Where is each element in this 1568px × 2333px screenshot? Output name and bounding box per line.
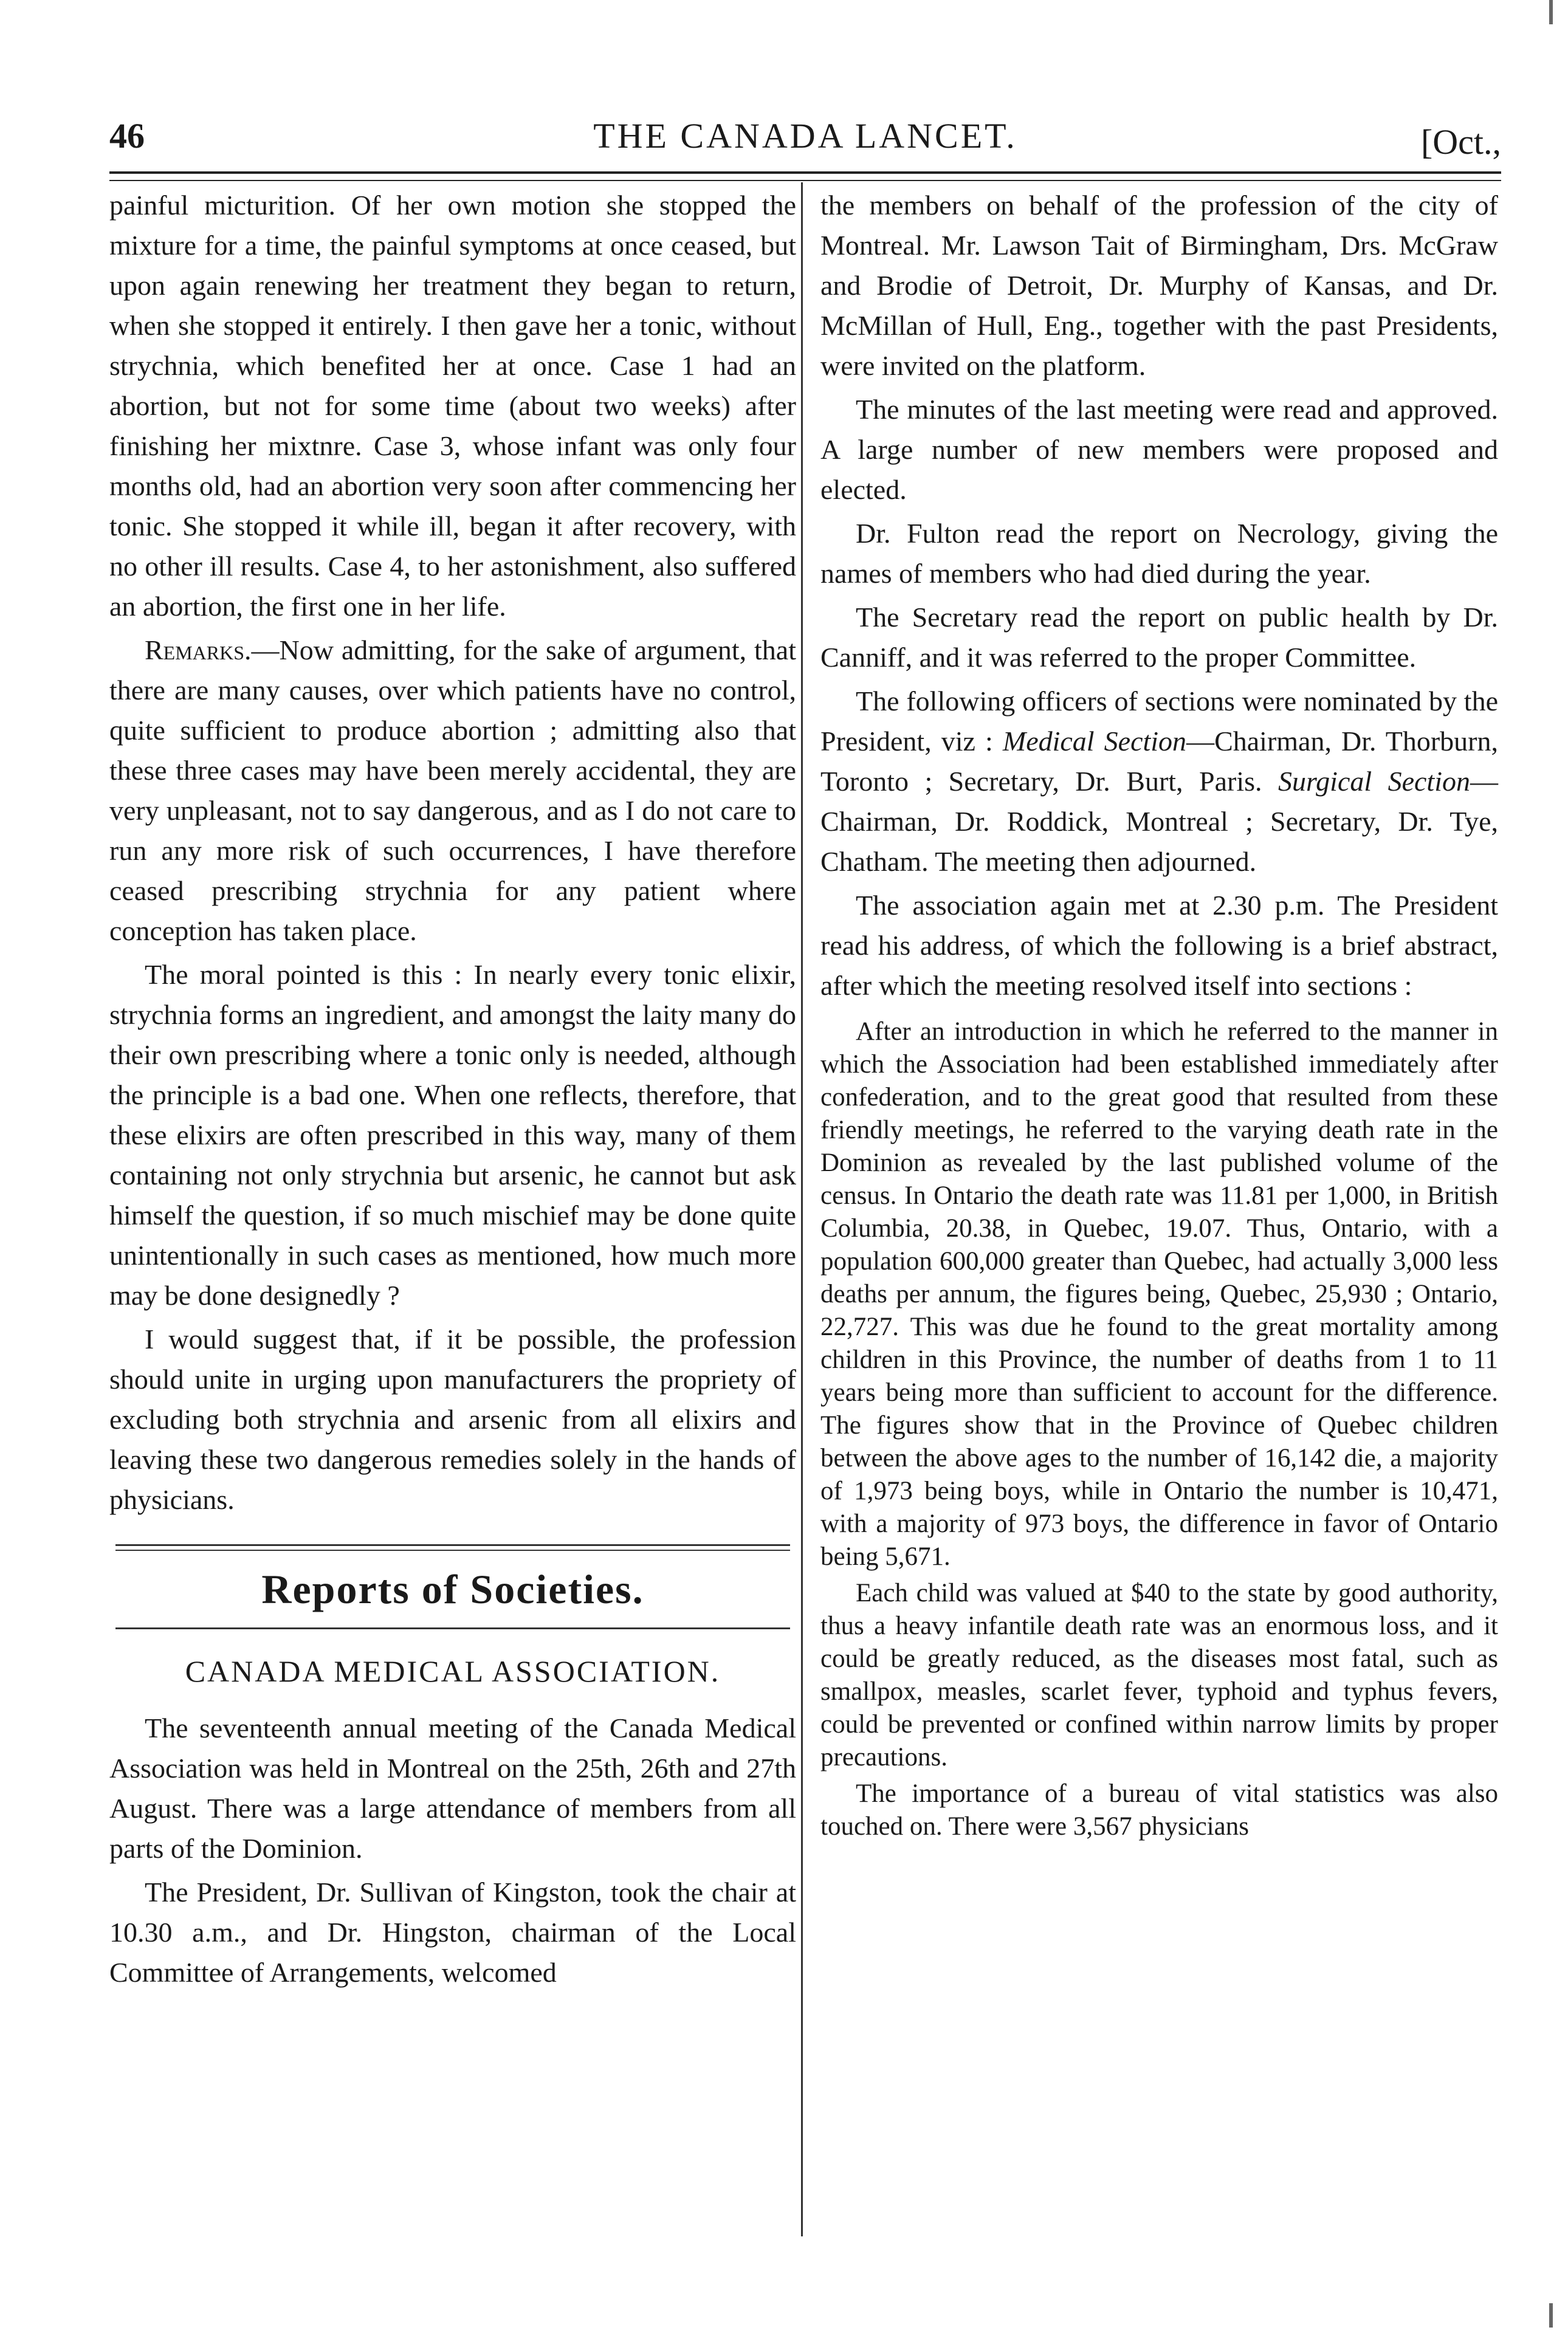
medical-section-label: Medical Section bbox=[1002, 726, 1187, 757]
text-run: —Chairman, Dr. Roddick, Montreal ; Secretary, Dr. Tye, Chatham. The meeting then adjourned. bbox=[820, 766, 1498, 877]
remarks-paragraph bbox=[109, 630, 796, 951]
abstract-paragraph: After an introduction in which he referred to the manner in which the Association had been established immediately after confederation, and to the great good that resulted from these friendly meetings, he referred to the varying death rate in the Dominion as revealed by the last published volume of the census. In Ontario the death rate was 11.81 per 1,000, in British Columbia, 20.38, in Quebec, 19.07. Thus, Ontario, with a population 600,000 greater than Quebec, had actually 3,000 less deaths per annum, the figures being, Quebec, 25,930 ; Ontario, 22,727. This was due he found to the great mortality among children in this Province, the number of deaths from 1 to 11 years being more than sufficient to account for the difference. The figures show that in the Province of Quebec children between the above ages to the number of 16,142 die, a majority of 1,973 being boys, while in Ontario the number is 10,471, with a majority of 973 boys, the difference in favor of Ontario being 5,671. bbox=[820, 1017, 1498, 1571]
paragraph: The seventeenth annual meeting of the Canada Medical Association was held in Montreal on the 25th, 26th and 27th August. There was a large attendance of members from all parts of the Dominion. bbox=[109, 1713, 796, 1864]
paragraph: The association again met at 2.30 p.m. The President read his address, of which the following is a brief abstract, after which the meeting resolved itself into sections : bbox=[820, 890, 1498, 1001]
text-run: —Chairman, Dr. Thorburn, Toronto ; Secretary, Dr. Burt, Paris. bbox=[820, 726, 1498, 797]
text-run: The following officers of sections were nominated by the President, viz : bbox=[820, 685, 1498, 757]
paragraph: I would suggest that, if it be possible, the profession should unite in urging upon manufacturers the propriety of excluding both strychnia and arsenic from all elixirs and leaving these two dangerous remedies solely in the hands of physicians. bbox=[109, 1324, 796, 1515]
paragraph: painful micturition. Of her own motion she stopped the mixture for a time, the painful symptoms at once ceased, but upon again renewing her treatment they began to return, when she stopped it entirely. I then gave her a tonic, without strychnia, which benefited her at once. Case 1 had an abortion, but not for some time (about two weeks) after finishing her mixtnre. Case 3, whose infant was only four months old, had an abortion very soon after commencing her tonic. She stopped it while ill, began it after recovery, with no other ill results. Case 4, to her astonishment, also suffered an abortion, the first one in her life. bbox=[109, 190, 796, 622]
scan-edge-mark bbox=[1549, 0, 1553, 24]
paragraph: The moral pointed is this : In nearly every tonic elixir, strychnia forms an ingredient, and amongst the laity many do their own prescribing where a tonic only is needed, although the principle is a bad one. When one reflects, therefore, that these elixirs are often prescribed in this way, many of them containing not only strychnia but arsenic, he cannot but ask himself the question, if so much mischief may be done quite unintentionally in such cases as mentioned, how much more may be done designedly ? bbox=[109, 959, 796, 1311]
column-divider bbox=[801, 182, 803, 2236]
section-rule bbox=[115, 1627, 790, 1629]
section-break bbox=[109, 1544, 796, 1629]
section-rule bbox=[115, 1544, 790, 1551]
paragraph: the members on behalf of the profession of the city of Montreal. Mr. Lawson Tait of Birmingham, Drs. McGraw and Brodie of Detroit, Dr. Murphy of Kansas, and Dr. McMillan of Hull, Eng., together with the past Presidents, were invited on the platform. bbox=[820, 190, 1498, 381]
scan-edge-mark bbox=[1549, 2303, 1553, 2328]
surgical-section-label: Surgical Section bbox=[1277, 766, 1470, 797]
paragraph: The Secretary read the report on public health by Dr. Canniff, and it was referred to the proper Committee. bbox=[820, 602, 1498, 673]
paragraph: Dr. Fulton read the report on Necrology, giving the names of members who had died during the year. bbox=[820, 518, 1498, 589]
section-title: Reports of Societies. bbox=[261, 1566, 644, 1612]
running-date: [Oct., bbox=[1420, 122, 1501, 162]
paragraph: The President, Dr. Sullivan of Kingston, took the chair at 10.30 a.m., and Dr. Hingston, chairman of the Local Committee of Arrangements, welcomed bbox=[109, 1877, 796, 1988]
abstract-paragraph: The importance of a bureau of vital statistics was also touched on. There were 3,567 physicians bbox=[820, 1779, 1498, 1841]
header-rule bbox=[109, 171, 1501, 181]
paragraph: The minutes of the last meeting were read and approved. A large number of new members were proposed and elected. bbox=[820, 394, 1498, 505]
page-number: 46 bbox=[109, 116, 145, 156]
left-column bbox=[109, 185, 796, 1993]
page-header bbox=[109, 115, 1501, 164]
running-title: THE CANADA LANCET. bbox=[593, 116, 1017, 156]
remarks-label: Remarks. bbox=[145, 634, 252, 665]
abstract-paragraph: Each child was valued at $40 to the state by good authority, thus a heavy infantile death rate was an enormous loss, and it could be greatly reduced, as the diseases most fatal, such as smallpox, measles, scarlet fever, typhoid and typhus fevers, could be prevented or confined within narrow limits by proper precautions. bbox=[820, 1579, 1498, 1771]
officers-paragraph bbox=[820, 681, 1498, 882]
right-column bbox=[820, 185, 1498, 1843]
subsection-title: CANADA MEDICAL ASSOCIATION. bbox=[185, 1654, 721, 1688]
remarks-text: —Now admitting, for the sake of argument, that there are many causes, over which patients have no control, quite sufficient to produce abortion ; admitting also that these three cases may have been merely accidental, they are very unpleasant, not to say dangerous, and as I do not care to run any more risk of such occurrences, I have therefore ceased prescribing strychnia for any patient where conception has taken place. bbox=[109, 634, 796, 946]
